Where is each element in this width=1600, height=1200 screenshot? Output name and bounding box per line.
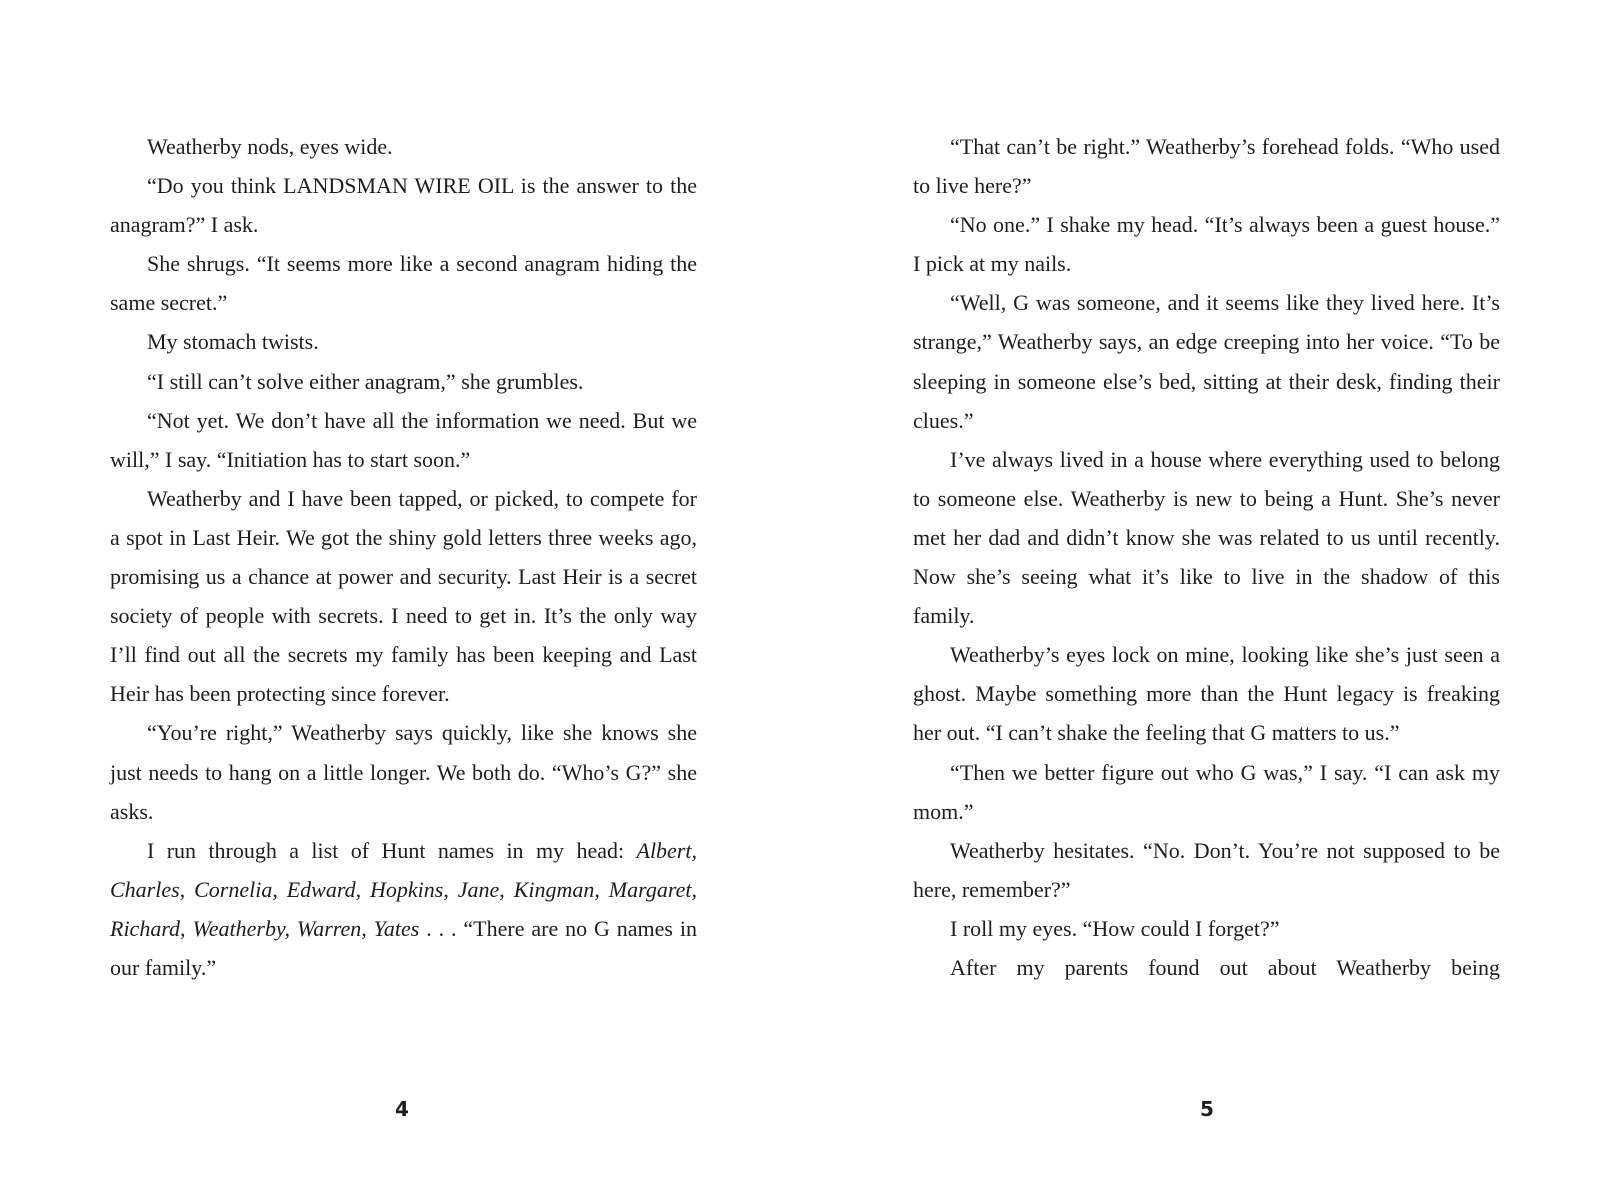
paragraph: “I still can’t solve either anagram,” she grumbles.: [147, 368, 584, 394]
paragraph: “That can’t be right.” Weatherby’s forehead folds. “Who used to live here?”: [913, 134, 1500, 199]
paragraph: I’ve always lived in a house where everything used to belong to someone else. Weatherby is new to being a Hunt. She’s never met her dad and didn’t know she was related to us until recently. Now she’s seeing what it’s like to live in the shadow of this family.: [913, 446, 1500, 629]
page-number-right: 5: [1200, 1097, 1214, 1121]
paragraph: [110, 831, 697, 987]
paragraph: Weatherby’s eyes lock on mine, looking like she’s just seen a ghost. Maybe something more than the Hunt legacy is freaking her out. “I can’t shake the feeling that G matters to us.”: [913, 642, 1500, 746]
page-number-left: 4: [395, 1097, 409, 1121]
paragraph: Weatherby hesitates. “No. Don’t. You’re not supposed to be here, remember?”: [913, 837, 1500, 902]
paragraph: “Then we better figure out who G was,” I say. “I can ask my mom.”: [913, 759, 1500, 824]
paragraph: “No one.” I shake my head. “It’s always been a guest house.” I pick at my nails.: [913, 212, 1500, 277]
paragraph: “Do you think LANDSMAN WIRE OIL is the answer to the anagram?” I ask.: [110, 173, 697, 238]
paragraph: Weatherby and I have been tapped, or picked, to compete for a spot in Last Heir. We got the shiny gold letters three weeks ago, promising us a chance at power and security. Last Heir is a secret society of people with secrets. I need to get in. It’s the only way I’ll find out all the secrets my family has been keeping and Last Heir has been protecting since forever.: [110, 485, 697, 707]
paragraph: “Well, G was someone, and it seems like they lived here. It’s strange,” Weatherby says, an edge creeping into her voice. “To be sleeping in someone else’s bed, sitting at their desk, finding their clues.”: [913, 290, 1500, 433]
paragraph: “Not yet. We don’t have all the information we need. But we will,” I say. “Initiation has to start soon.”: [110, 407, 697, 472]
paragraph-text: . . . “There are no G names in our family.”: [110, 915, 698, 980]
left-page-text: [110, 127, 697, 987]
paragraph-continues: After my parents found out about Weatherby being: [950, 954, 1500, 980]
paragraph: I roll my eyes. “How could I forget?”: [950, 915, 1280, 941]
paragraph: “You’re right,” Weatherby says quickly, like she knows she just needs to hang on a little longer. We both do. “Who’s G?” she asks.: [110, 720, 697, 824]
paragraph: My stomach twists.: [147, 329, 319, 355]
hunt-names-list: Albert, Charles, Cornelia, Edward, Hopkins, Jane, Kingman, Margaret, Richard, Weatherby, Warren, Yates: [110, 837, 697, 941]
paragraph: She shrugs. “It seems more like a second anagram hiding the same secret.”: [110, 251, 697, 316]
right-page-text: [913, 127, 1500, 987]
paragraph-text: I run through a list of Hunt names in my head:: [147, 837, 637, 863]
paragraph: Weatherby nods, eyes wide.: [147, 134, 393, 159]
